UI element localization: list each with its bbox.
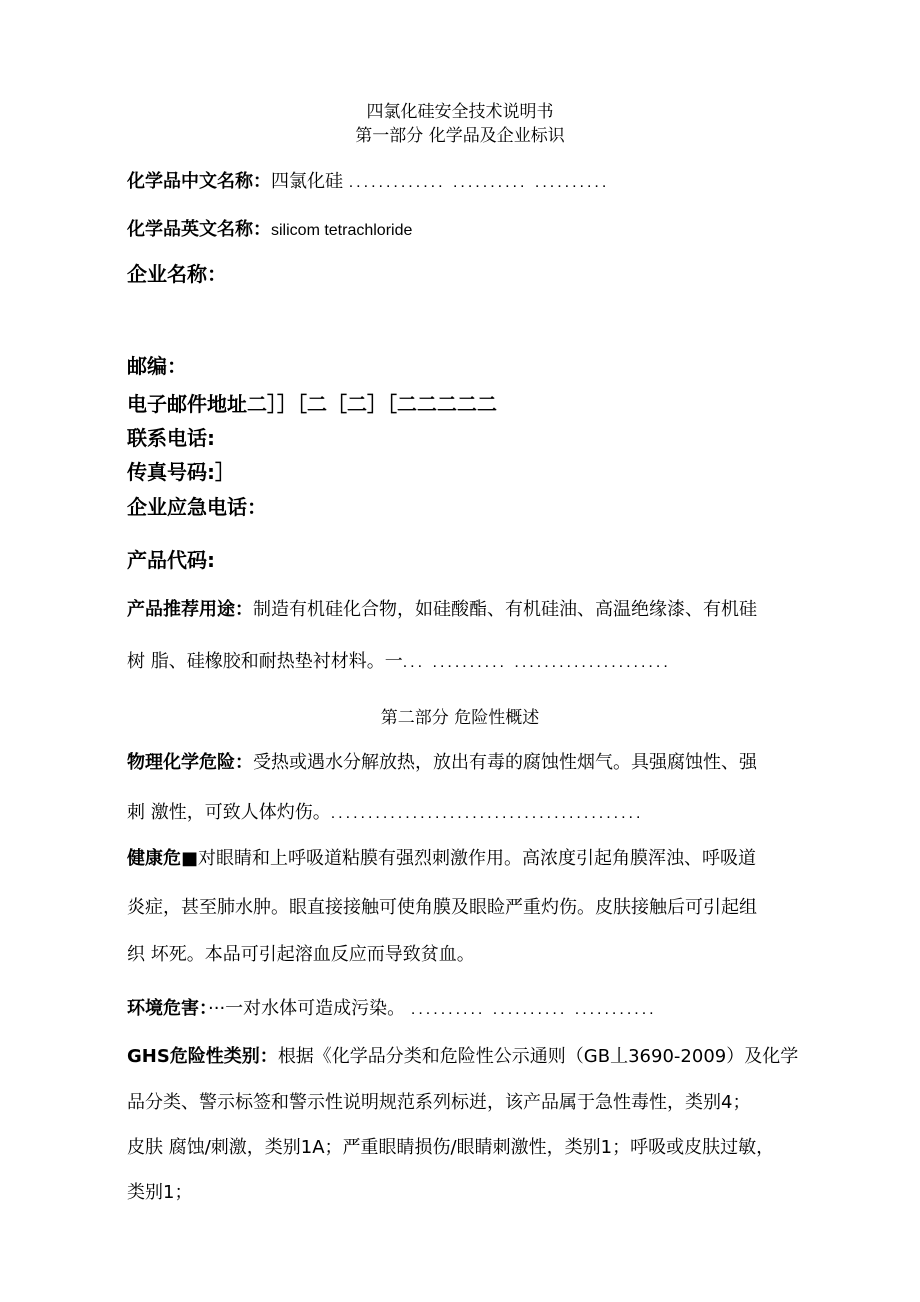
cn-name-row <box>127 170 609 195</box>
phone-label: 联系电话: <box>127 426 215 450</box>
env-line <box>127 997 827 1022</box>
ghs-text-4: 类别1； <box>127 1182 193 1203</box>
en-name-value: silicom tetrachloride <box>271 222 413 239</box>
use-line-1 <box>127 598 827 622</box>
ghs-line-4 <box>127 1181 827 1205</box>
ghs-text-3: 皮肤 腐蚀/刺激，类别1A；严重眼睛损伤/眼睛刺激性，类别1；呼吸或皮肤过敏， <box>127 1137 775 1158</box>
part2-heading: 第二部分 危险性概述 <box>380 708 540 728</box>
cn-name-dots: ............. .......... .......... <box>348 174 610 191</box>
phys-label: 物理化学危险： <box>127 752 253 773</box>
use-text-2: 树 脂、硅橡胶和耐热垫衬材料。一 <box>127 651 403 672</box>
phys-text-1: 受热或遇水分解放热，放出有毒的腐蚀性烟气。具强腐蚀性、强 <box>253 752 757 773</box>
env-dots: .......... .......... ........... <box>410 1001 657 1018</box>
en-name-row <box>127 218 412 243</box>
use-text-1: 制造有机硅化合物，如硅酸酯、有机硅油、高温绝缘漆、有机硅 <box>253 599 757 620</box>
document-title: 四氯化硅安全技术说明书 <box>366 102 554 122</box>
health-text-3: 织 坏死。本品可引起溶血反应而导致贫血。 <box>127 944 475 965</box>
emergency-phone-label: 企业应急电话： <box>127 495 267 519</box>
health-text-1: 对眼睛和上呼吸道粘膜有强烈刺激作用。高浓度引起角膜浑浊、呼吸道 <box>198 848 757 869</box>
fax-label: 传真号码:］ <box>127 460 235 484</box>
use-label: 产品推荐用途： <box>127 599 253 620</box>
en-name-label: 化学品英文名称： <box>127 219 271 240</box>
ghs-text-2: 品分类、警示标签和警示性说明规范系列标逬，该产品属于急性毒性，类别4； <box>127 1092 751 1113</box>
ghs-line-1 <box>127 1045 827 1069</box>
cn-name-label: 化学品中文名称： <box>127 171 271 192</box>
company-label: 企业名称： <box>127 262 227 286</box>
email-label: 电子邮件地址二］］［二［二］［二二二二二 <box>127 392 497 416</box>
part1-heading: 第一部分 化学品及企业标识 <box>355 126 565 146</box>
health-line-3 <box>127 943 827 967</box>
health-line-2 <box>127 896 827 920</box>
env-value: ···一对水体可造成污染。 <box>208 998 406 1019</box>
product-code-label: 产品代码: <box>127 548 215 572</box>
ghs-label: GHS危险性类别： <box>127 1046 278 1067</box>
env-label: 环境危害： <box>127 998 208 1019</box>
ghs-line-2 <box>127 1091 827 1115</box>
phys-line-1 <box>127 751 827 775</box>
phys-line-2 <box>127 801 827 826</box>
ghs-text-1: 根据《化学品分类和危险性公示通则（GB丄3690-2009）及化学 <box>277 1046 799 1067</box>
health-text-2: 炎症，甚至肺水肿。眼直接接触可使角膜及眼睑严重灼伤。皮肤接触后可引起组 <box>127 897 757 918</box>
use-dots: ... .......... ..................... <box>402 654 671 671</box>
postcode-label: 邮编： <box>127 354 187 378</box>
health-label: 健康危■ <box>127 848 199 869</box>
phys-text-2: 刺 激性，可致人体灼伤。 <box>127 802 331 823</box>
phys-dots: .......................................... <box>330 805 644 822</box>
health-line-1 <box>127 847 827 871</box>
ghs-line-3 <box>127 1136 827 1160</box>
cn-name-value: 四氯化硅 <box>271 171 343 192</box>
use-line-2 <box>127 650 827 675</box>
